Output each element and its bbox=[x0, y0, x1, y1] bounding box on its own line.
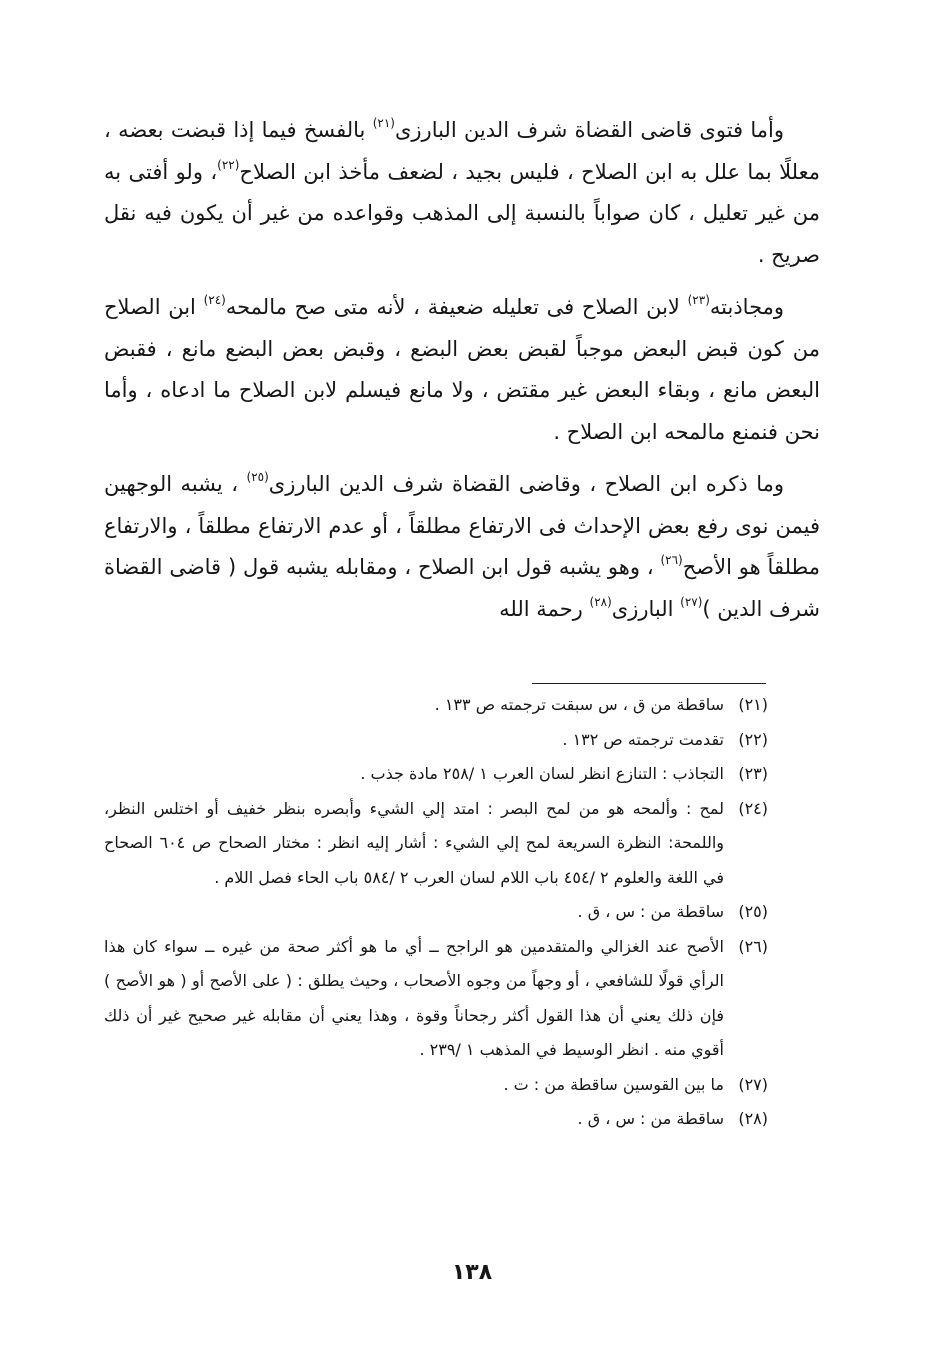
footnote-21 bbox=[104, 688, 768, 723]
footnote-ref-27: (٢٧) bbox=[680, 594, 703, 609]
paragraph-3-text: ، يشبه الوجهين فيمن نوى رفع بعض الإحداث فى الارتفاع مطلقاً ، أو عدم الارتفاع مطلقاً ، والارتفاع مطلقاً هو الأصح bbox=[104, 472, 820, 579]
paragraph-3 bbox=[104, 464, 820, 630]
footnote-27 bbox=[104, 1068, 768, 1103]
footnote-number: (٢٤) bbox=[738, 798, 768, 818]
footnote-text: ساقطة من ق ، س سبقت ترجمته ص ١٣٣ . bbox=[434, 695, 724, 714]
footnote-number: (٢٧) bbox=[738, 1074, 768, 1094]
main-text-body bbox=[104, 110, 820, 641]
footnote-number: (٢١) bbox=[738, 695, 768, 714]
footnote-number: (٢٨) bbox=[738, 1109, 768, 1128]
footnote-ref-21: (٢١) bbox=[372, 116, 395, 130]
footnote-number: (٢٥) bbox=[738, 902, 768, 921]
paragraph-3-text: البارزى bbox=[611, 596, 681, 621]
footnote-23 bbox=[104, 757, 768, 792]
footnote-number: (٢٦) bbox=[738, 936, 768, 956]
footnote-separator bbox=[532, 683, 766, 684]
footnote-text: التجاذب : التنازع انظر لسان العرب ١ /٢٥٨ مادة جذب . bbox=[360, 764, 724, 783]
paragraph-1 bbox=[104, 110, 820, 276]
paragraph-1-text: وأما فتوى قاضى القضاة شرف الدين البارزى bbox=[394, 118, 784, 142]
paragraph-1-text: ، ولو أفتى به من غير تعليل ، كان صواباً بالنسبة إلى المذهب وقواعده من غير أن يكون فيه نقل صريح . bbox=[104, 159, 820, 267]
footnote-24 bbox=[104, 792, 768, 896]
footnote-28 bbox=[104, 1102, 768, 1137]
footnote-26 bbox=[104, 930, 768, 1068]
page-number: ١٣٨ bbox=[451, 1260, 493, 1285]
footnote-text: ما بين القوسين ساقطة من : ت . bbox=[503, 1074, 724, 1094]
footnote-number: (٢٣) bbox=[738, 764, 768, 783]
footnote-22 bbox=[104, 723, 768, 758]
footnote-number: (٢٢) bbox=[738, 729, 768, 749]
paragraph-1-text: بالفسخ فيما إذا قبضت بعضه ، معللًا بما علل به ابن الصلاح ، فليس بجيد ، لضعف مأخذ ابن الصلاح bbox=[104, 118, 820, 184]
footnote-text: ساقطة من : س ، ق . bbox=[577, 1109, 724, 1128]
paragraph-2-text: لابن الصلاح فى تعليله ضعيفة ، لأنه متى صح مالمحه bbox=[225, 295, 688, 319]
paragraph-2 bbox=[104, 287, 820, 453]
footnote-text: ساقطة من : س ، ق . bbox=[577, 902, 724, 921]
paragraph-3-text: وما ذكره ابن الصلاح ، وقاضى القضاة شرف الدين البارزى bbox=[268, 472, 784, 496]
footnote-ref-24: (٢٤) bbox=[203, 293, 226, 307]
footnote-text: الأصح عند الغزالي والمتقدمين هو الراجح ــ أي ما هو أكثر صحة من غيره ــ سواء كان هذا الرأي قولًا للشافعي ، أو وجهاً من وجوه الأصحاب ، وحيث يطلق : ( على الأصح أو ( هو الأصح ) فإن ذلك يعني أن هذا القول أكثر رجحاناً وقوة ، وهذا يعني أن مقابله غير صحيح غير أن ذلك أقوي منه . انظر الوسيط في المذهب ١ /٢٣٩ . bbox=[104, 936, 724, 1059]
paragraph-2-text: ابن الصلاح من كون قبض البعض موجباً لقبض بعض البضع ، وقبض بعض البضع مانع ، فقبض البعض مانع ، وبقاء البعض غير مقتض ، ولا مانع فيسلم لابن الصلاح ما ادعاه ، وأما نحن فنمنع مالمحه ابن الصلاح . bbox=[104, 295, 820, 444]
footnote-ref-23: (٢٣) bbox=[687, 293, 710, 307]
footnote-ref-25: (٢٥) bbox=[246, 470, 269, 484]
footnote-text: تقدمت ترجمته ص ١٣٢ . bbox=[562, 729, 724, 749]
footnotes bbox=[104, 688, 768, 1137]
paragraph-2-text: ومجاذبته bbox=[709, 295, 785, 319]
footnote-25 bbox=[104, 895, 768, 930]
footnote-ref-28: (٢٨) bbox=[589, 594, 612, 609]
footnote-ref-22: (٢٢) bbox=[217, 157, 240, 172]
footnote-ref-26: (٢٦) bbox=[660, 553, 683, 567]
paragraph-3-text: ، وهو يشبه قول ابن الصلاح ، ومقابله يشبه قول ( قاضى القضاة شرف الدين ) bbox=[104, 555, 820, 621]
footnote-text: لمح : وألمحه هو من لمح البصر : امتد إلي الشيء وأبصره بنظر خفيف أو اختلس النظر، واللمحة: النظرة السريعة لمح إلي الشيء : أشار إليه انظر : مختار الصحاح ص ٦٠٤ الصحاح في اللغة والعلوم ٢ /٤٥٤ باب اللام لسان العرب ٢ /٥٨٤ باب الحاء فصل اللام . bbox=[104, 798, 725, 887]
paragraph-3-text: رحمة الله bbox=[499, 596, 590, 621]
